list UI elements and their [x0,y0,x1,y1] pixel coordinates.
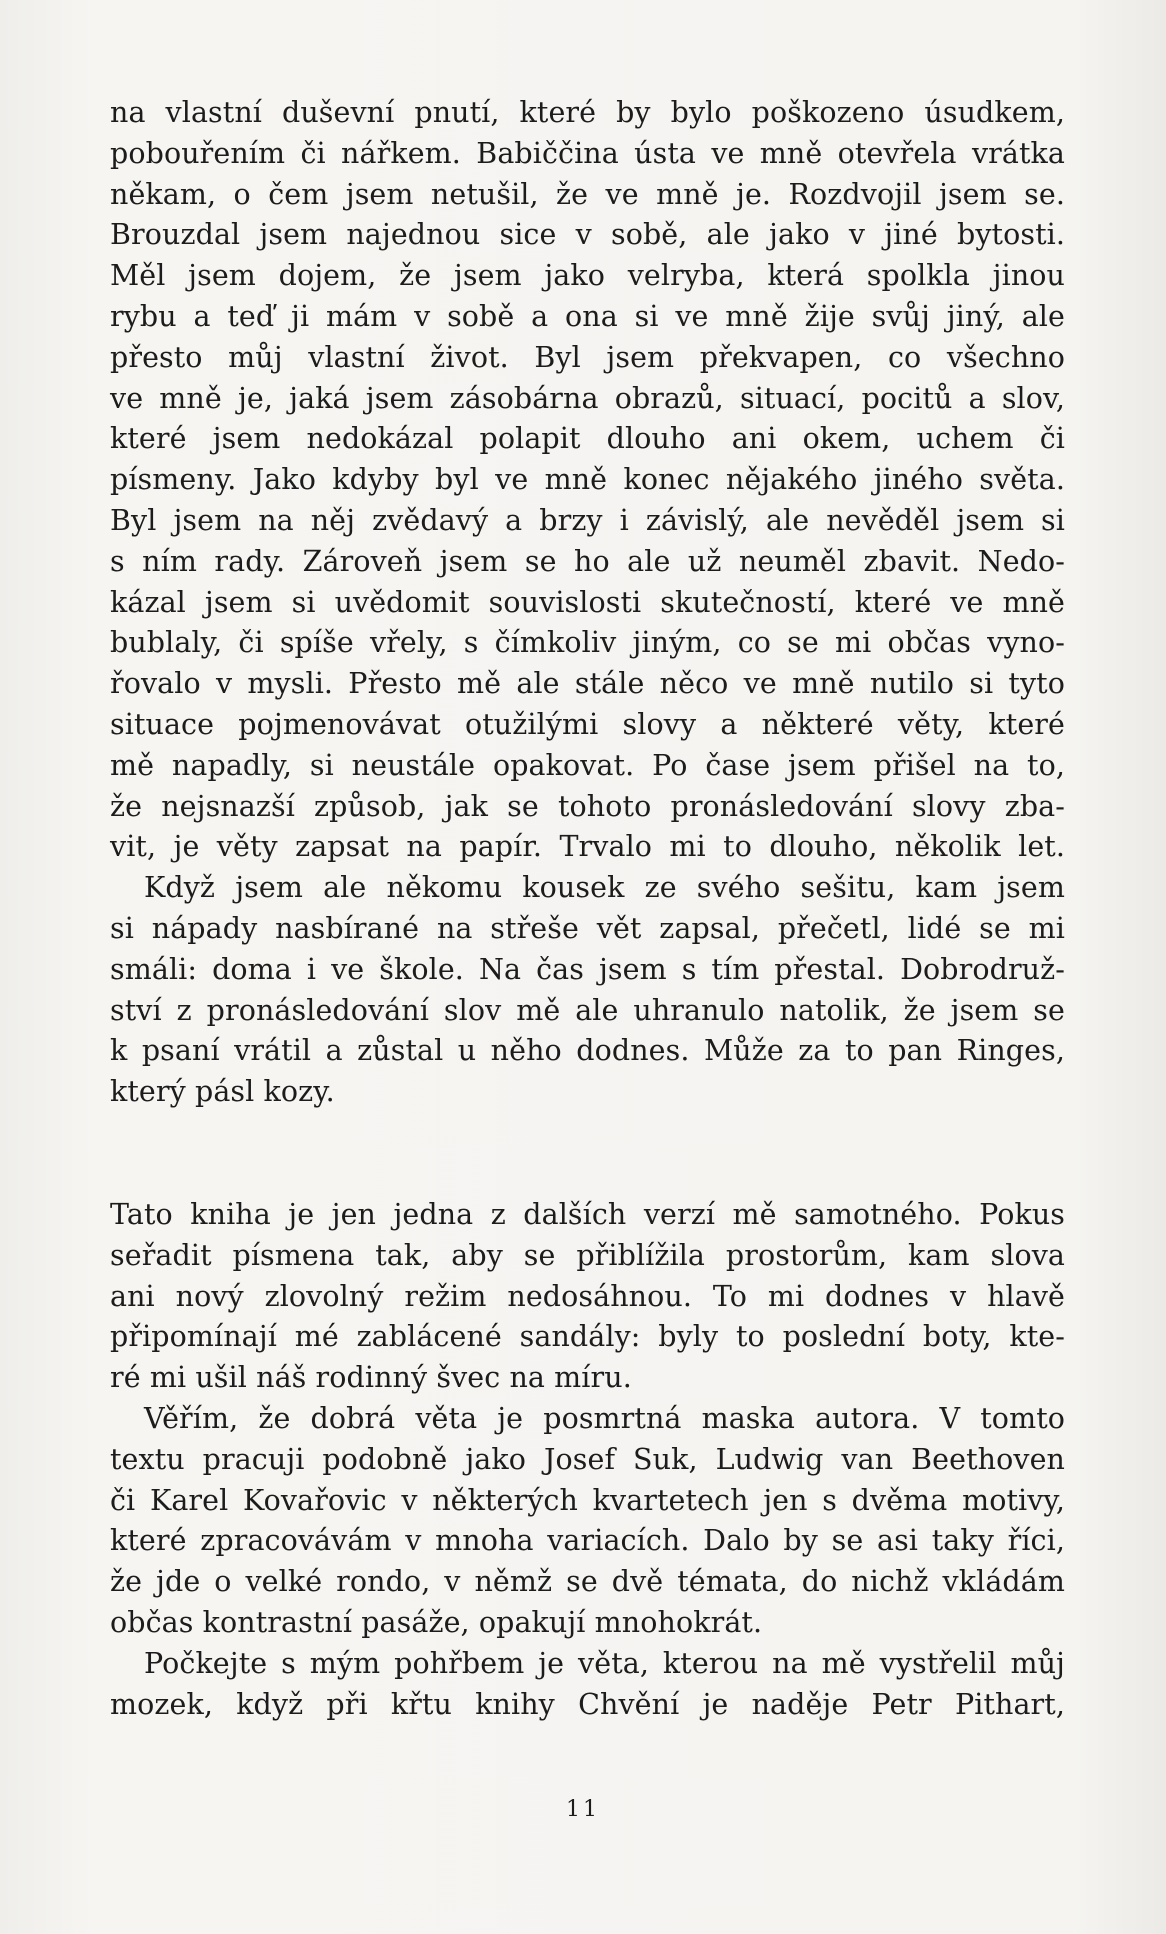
text-line: ve mně je, jaká jsem zásobárna obrazů, situací, pocitů a slov, [110,381,1065,415]
text-line: bublaly, či spíše vřely, s čímkoliv jiným, co se mi občas vyno- [110,626,1065,660]
text-line: rybu a teď ji mám v sobě a ona si ve mně žije svůj jiný, ale [110,299,1065,333]
text-line: textu pracuji podobně jako Josef Suk, Ludwig van Beethoven [110,1442,1065,1476]
text-line: seřadit písmena tak, aby se přiblížila prostorům, kam slova [110,1238,1065,1272]
text-line: písmeny. Jako kdyby byl ve mně konec nějakého jiného světa. [110,463,1065,497]
text-line: mozek, když při křtu knihy Chvění je naděje Petr Pithart, [110,1687,1065,1721]
text-line: situace pojmenovávat otužilými slovy a některé věty, které [110,707,1065,741]
text-line: pobouřením či nářkem. Babiččina ústa ve mně otevřela vrátka [110,136,1065,170]
text-line: mě napadly, si neustále opakovat. Po čase jsem přišel na to, [110,748,1065,782]
text-line: na vlastní duševní pnutí, které by bylo poškozeno úsudkem, [110,96,1065,129]
text-line: ství z pronásledování slov mě ale uhranulo natolik, že jsem se [110,993,1065,1027]
text-line: které jsem nedokázal polapit dlouho ani okem, uchem či [110,422,1065,456]
text-line: vit, je věty zapsat na papír. Trvalo mi to dlouho, několik let. [110,830,1065,864]
text-line: přesto můj vlastní život. Byl jsem překvapen, co všechno [110,340,1065,374]
text-line: Když jsem ale někomu kousek ze svého sešitu, kam jsem [144,871,1065,905]
text-line: které zpracovávám v mnoha variacích. Dalo by se asi taky říci, [110,1524,1065,1558]
text-line: si nápady nasbírané na střeše vět zapsal, přečetl, lidé se mi [110,911,1065,945]
text-line: s ním rady. Zároveň jsem se ho ale už neuměl zbavit. Nedo- [110,544,1065,578]
text-line: že jde o velké rondo, v němž se dvě témata, do nichž vkládám [110,1565,1065,1599]
text-line: ré mi ušil náš rodinný švec na míru. [110,1361,632,1395]
text-line: ani nový zlovolný režim nedosáhnou. To mi dodnes v hlavě [110,1279,1065,1313]
text-line: Byl jsem na něj zvědavý a brzy i závislý, ale nevěděl jsem si [110,503,1065,537]
page-number: 11 [566,1797,600,1822]
text-line: či Karel Kovařovic v některých kvartetech jen s dvěma motivy, [110,1483,1065,1517]
text-line: kázal jsem si uvědomit souvislosti skutečností, které ve mně [110,585,1065,619]
text-line: Měl jsem dojem, že jsem jako velryba, která spolkla jinou [110,259,1065,293]
text-line: připomínají mé zablácené sandály: byly to poslední boty, kte- [110,1320,1065,1354]
text-section-1 [110,93,1065,1113]
text-section-2 [110,1195,1065,1725]
text-line: někam, o čem jsem netušil, že ve mně je. Rozdvojil jsem se. [110,177,1065,211]
text-line: řovalo v mysli. Přesto mě ale stále něco ve mně nutilo si tyto [110,667,1065,701]
text-line: Tato kniha je jen jedna z dalších verzí mě samotného. Pokus [110,1198,1065,1231]
text-line: občas kontrastní pasáže, opakují mnohokrát. [110,1605,763,1639]
text-line: smáli: doma i ve škole. Na čas jsem s tím přestal. Dobrodruž- [110,952,1065,986]
text-line: Brouzdal jsem najednou sice v sobě, ale jako v jiné bytosti. [110,218,1065,252]
text-line: že nejsnazší způsob, jak se tohoto pronásledování slovy zba- [110,789,1065,823]
text-line: Počkejte s mým pohřbem je věta, kterou na mě vystřelil můj [144,1646,1065,1680]
text-line: Věřím, že dobrá věta je posmrtná maska autora. V tomto [144,1401,1065,1435]
text-line: který pásl kozy. [110,1075,335,1109]
text-line: k psaní vrátil a zůstal u něho dodnes. Může za to pan Ringes, [110,1034,1065,1068]
